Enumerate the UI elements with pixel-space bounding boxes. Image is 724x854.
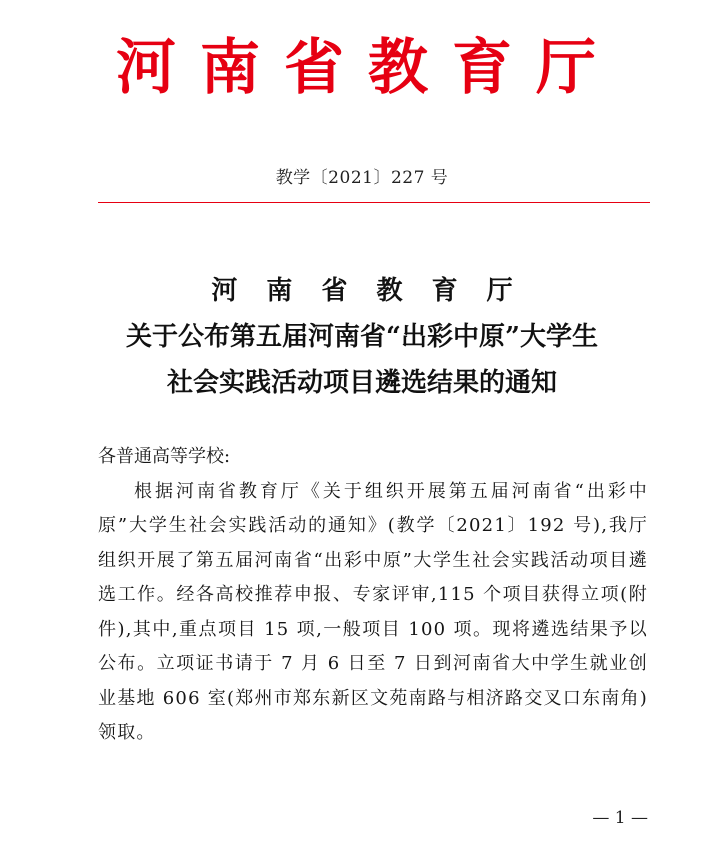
letterhead-title: 河南省教育厅	[116, 33, 620, 103]
document-body	[98, 440, 648, 751]
document-title	[60, 268, 664, 406]
salutation: 各普通高等学校:	[98, 446, 231, 467]
red-divider-line	[98, 202, 650, 203]
document-number: 教学〔2021〕227 号	[275, 168, 449, 188]
page-number: — 1 —	[592, 808, 648, 828]
title-line-subject-continued: 社会实践活动项目遴选结果的通知	[166, 368, 557, 398]
title-line-subject: 关于公布第五届河南省“出彩中原”大学生	[126, 322, 598, 352]
main-paragraph: 根据河南省教育厅《关于组织开展第五届河南省“出彩中原”大学生社会实践活动的通知》(教学〔2021〕192 号),我厅组织开展了第五届河南省“出彩中原”大学生社会实践活动项目遴选工作。经各高校推荐申报、专家评审,115 个项目获得立项(附件),其中,重点项目 15 项,一般项目 100 项。现将遴选结果予以公布。立项证书请于 7 月 6 日至 7 日到河南省大中学生就业创业基地 606 室(郑州市郑东新区文苑南路与相济路交叉口东南角)领取。	[98, 480, 648, 743]
title-line-issuer: 河 南 省 教 育 厅	[211, 276, 523, 306]
